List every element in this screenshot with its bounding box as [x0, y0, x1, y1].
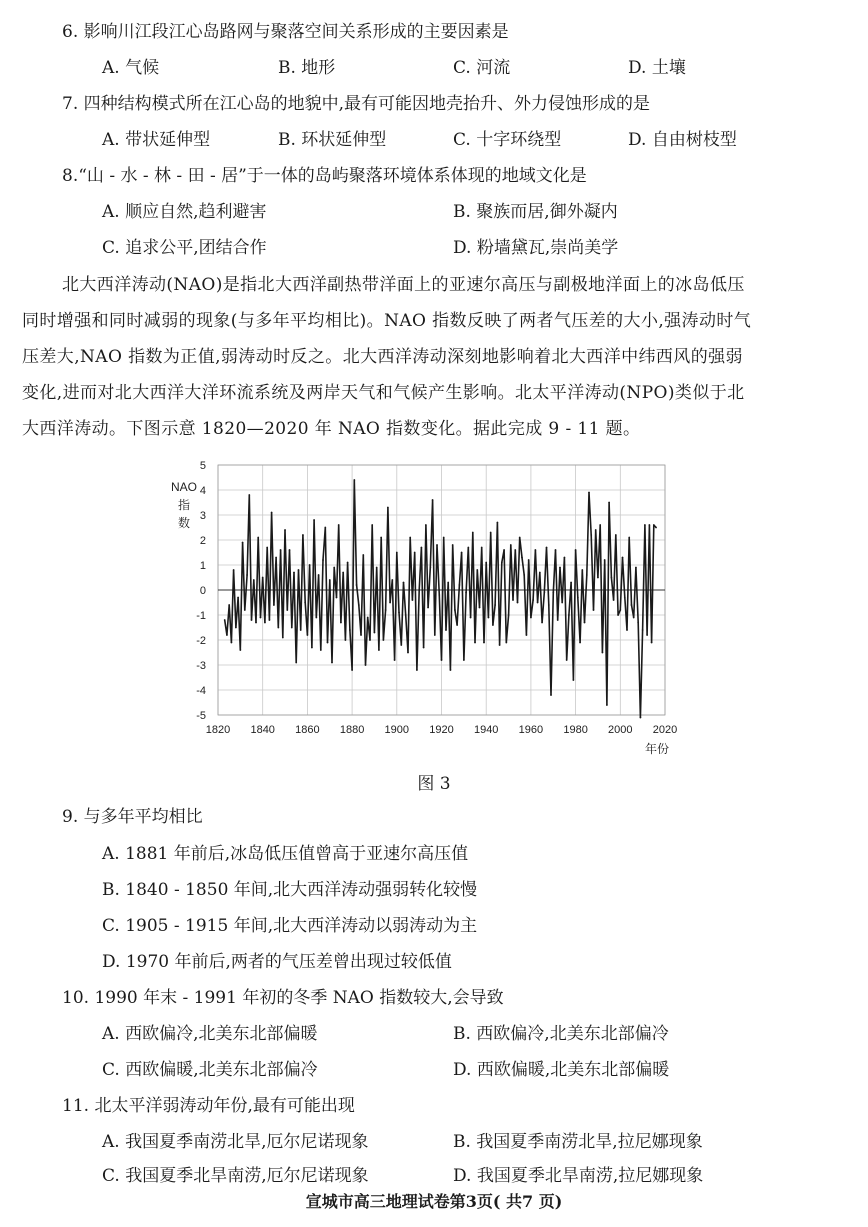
nao-data-point: [633, 617, 635, 619]
nao-data-point: [447, 582, 449, 584]
q7-option-d: D. 自由树枝型: [628, 130, 737, 150]
nao-data-point: [581, 569, 583, 571]
nao-data-point: [631, 604, 633, 606]
nao-data-point: [387, 507, 389, 509]
nao-data-point: [282, 637, 284, 639]
nao-data-point: [286, 609, 288, 611]
q9-option-d: D. 1970 年前后,两者的气压差曾出现过较低值: [102, 952, 452, 972]
nao-data-point: [369, 639, 371, 641]
nao-data-point: [610, 577, 612, 579]
nao-data-point: [575, 549, 577, 551]
nao-data-point: [532, 599, 534, 601]
nao-data-point: [418, 589, 420, 591]
nao-data-point: [429, 567, 431, 569]
nao-data-point: [474, 642, 476, 644]
nao-data-point: [481, 547, 483, 549]
nao-data-point: [385, 609, 387, 611]
passage-line: 北大西洋涛动(NAO)是指北大西洋副热带洋面上的亚速尔高压与副极地洋面上的冰岛低压: [62, 275, 745, 295]
nao-data-point: [452, 544, 454, 546]
nao-data-point: [465, 592, 467, 594]
nao-data-point: [420, 547, 422, 549]
nao-data-point: [315, 617, 317, 619]
nao-data-point: [403, 582, 405, 584]
nao-data-point: [651, 642, 653, 644]
nao-data-point: [260, 617, 262, 619]
nao-data-point: [251, 619, 253, 621]
nao-data-point: [512, 599, 514, 601]
nao-data-point: [394, 659, 396, 661]
nao-data-point: [244, 609, 246, 611]
nao-data-point: [615, 534, 617, 536]
nao-data-point: [613, 599, 615, 601]
nao-data-point: [271, 512, 273, 514]
nao-data-point: [648, 524, 650, 526]
nao-data-point: [483, 642, 485, 644]
nao-data-point: [342, 572, 344, 574]
nao-data-point: [434, 634, 436, 636]
q11-option-d: D. 我国夏季北旱南涝,拉尼娜现象: [453, 1166, 704, 1186]
q11-option-c: C. 我国夏季北旱南涝,厄尔尼诺现象: [102, 1166, 369, 1186]
nao-data-point: [329, 579, 331, 581]
nao-data-point: [340, 622, 342, 624]
nao-data-point: [224, 619, 226, 621]
q8-option-c: C. 追求公平,团结合作: [102, 238, 267, 258]
passage-line: 压差大,NAO 指数为正值,弱涛动时反之。北大西洋涛动深刻地影响着北大西洋中纬西风的强弱: [22, 347, 743, 367]
y-tick-label: 5: [199, 460, 206, 472]
x-tick-label: 1940: [473, 724, 499, 736]
nao-data-point: [356, 584, 358, 586]
nao-data-point: [231, 642, 233, 644]
nao-data-point: [624, 597, 626, 599]
nao-data-point: [503, 549, 505, 551]
q10-stem: 10. 1990 年末 - 1991 年初的冬季 NAO 指数较大,会导致: [62, 988, 504, 1008]
nao-data-point: [425, 524, 427, 526]
nao-data-point: [360, 634, 362, 636]
nao-data-point: [637, 622, 639, 624]
nao-data-point: [423, 647, 425, 649]
nao-data-point: [349, 629, 351, 631]
x-tick-label: 1860: [295, 724, 320, 736]
nao-index-chart: [170, 453, 700, 758]
nao-data-point: [617, 614, 619, 616]
nao-data-point: [584, 622, 586, 624]
nao-data-point: [588, 492, 590, 494]
q8-option-a: A. 顺应自然,趋利避害: [102, 202, 267, 222]
nao-data-point: [572, 679, 574, 681]
q6-option-b: B. 地形: [278, 58, 336, 78]
nao-data-point: [304, 602, 306, 604]
nao-data-point: [539, 572, 541, 574]
q6-option-a: A. 气候: [102, 58, 160, 78]
y-tick-label: 1: [199, 560, 206, 572]
nao-data-point: [537, 602, 539, 604]
nao-data-point: [246, 574, 248, 576]
nao-data-point: [362, 554, 364, 556]
page-footer: 宣城市高三地理试卷第3页( 共7 页): [305, 1192, 563, 1211]
nao-data-point: [295, 662, 297, 664]
nao-data-point: [546, 547, 548, 549]
q6-stem: 6. 影响川江段江心岛路网与聚落空间关系形成的主要因素是: [62, 22, 509, 42]
y-axis-label: NAO: [170, 480, 198, 494]
nao-data-point: [351, 669, 353, 671]
nao-data-point: [593, 609, 595, 611]
y-tick-label: 0: [199, 585, 206, 597]
nao-data-point: [273, 604, 275, 606]
q7-option-b: B. 环状延伸型: [278, 130, 387, 150]
nao-data-point: [248, 494, 250, 496]
nao-data-point: [300, 629, 302, 631]
nao-data-point: [237, 597, 239, 599]
nao-data-point: [412, 599, 414, 601]
q9-stem: 9. 与多年平均相比: [62, 807, 203, 827]
q10-option-d: D. 西欧偏暖,北美东北部偏暖: [453, 1060, 670, 1080]
q11-stem: 11. 北太平洋弱涛动年份,最有可能出现: [62, 1096, 355, 1116]
nao-data-point: [257, 537, 259, 539]
x-tick-label: 2020: [652, 724, 678, 736]
nao-data-point: [228, 604, 230, 606]
nao-data-point: [391, 579, 393, 581]
nao-data-point: [358, 604, 360, 606]
nao-data-point: [501, 562, 503, 564]
nao-data-point: [548, 604, 550, 606]
y-axis-label: 数: [177, 516, 191, 530]
nao-data-point: [327, 642, 329, 644]
nao-data-point: [463, 659, 465, 661]
nao-data-point: [313, 519, 315, 521]
nao-data-point: [530, 617, 532, 619]
nao-data-point: [622, 557, 624, 559]
nao-data-point: [642, 629, 644, 631]
nao-data-point: [309, 564, 311, 566]
nao-data-point: [499, 644, 501, 646]
nao-data-point: [602, 652, 604, 654]
nao-data-point: [458, 584, 460, 586]
y-tick-label: -4: [196, 685, 206, 697]
nao-data-point: [568, 614, 570, 616]
nao-data-point: [619, 609, 621, 611]
q11-option-b: B. 我国夏季南涝北旱,拉尼娜现象: [453, 1132, 703, 1152]
x-axis-label: 年份: [644, 742, 670, 756]
nao-data-point: [521, 557, 523, 559]
y-tick-label: -5: [196, 710, 206, 722]
nao-data-point: [443, 537, 445, 539]
nao-data-point: [485, 562, 487, 564]
nao-data-point: [280, 549, 282, 551]
y-tick-label: -1: [196, 610, 206, 622]
nao-data-point: [382, 639, 384, 641]
nao-data-point: [514, 549, 516, 551]
nao-data-point: [467, 547, 469, 549]
nao-data-point: [606, 704, 608, 706]
nao-data-point: [523, 574, 525, 576]
nao-data-point: [570, 582, 572, 584]
nao-data-point: [398, 612, 400, 614]
y-tick-label: 2: [199, 535, 206, 547]
nao-data-point: [505, 642, 507, 644]
nao-data-point: [655, 527, 657, 529]
nao-data-point: [550, 694, 552, 696]
q8-option-b: B. 聚族而居,御外凝内: [453, 202, 618, 222]
nao-data-point: [461, 552, 463, 554]
nao-data-point: [307, 634, 309, 636]
nao-data-point: [488, 617, 490, 619]
nao-data-point: [626, 629, 628, 631]
nao-data-point: [508, 614, 510, 616]
q9-option-b: B. 1840 - 1850 年间,北大西洋涛动强弱转化较慢: [102, 880, 478, 900]
q10-option-a: A. 西欧偏冷,北美东北部偏暖: [102, 1024, 318, 1044]
x-tick-label: 1980: [563, 724, 588, 736]
nao-data-point: [293, 572, 295, 574]
nao-data-point: [494, 604, 496, 606]
nao-data-point: [476, 569, 478, 571]
y-tick-label: -2: [196, 635, 206, 647]
nao-data-point: [320, 649, 322, 651]
q11-option-a: A. 我国夏季南涝北旱,厄尔尼诺现象: [102, 1132, 369, 1152]
y-tick-label: -3: [196, 660, 206, 672]
nao-data-point: [450, 669, 452, 671]
nao-data-point: [595, 529, 597, 531]
passage-line: 同时增强和同时减弱的现象(与多年平均相比)。NAO 指数反映了两者气压差的大小,强涛动时气: [22, 311, 752, 331]
nao-data-point: [311, 647, 313, 649]
nao-data-point: [599, 524, 601, 526]
nao-data-point: [289, 549, 291, 551]
nao-data-point: [275, 557, 277, 559]
nao-data-point: [338, 524, 340, 526]
q9-option-a: A. 1881 年前后,冰岛低压值曾高于亚速尔高压值: [102, 844, 469, 864]
nao-data-point: [579, 642, 581, 644]
q7-option-c: C. 十字环绕型: [453, 130, 562, 150]
nao-data-point: [298, 569, 300, 571]
nao-data-point: [608, 502, 610, 504]
nao-data-point: [414, 552, 416, 554]
nao-data-point: [490, 532, 492, 534]
x-tick-label: 2000: [608, 724, 633, 736]
nao-data-point: [333, 567, 335, 569]
q10-option-c: C. 西欧偏暖,北美东北部偏冷: [102, 1060, 318, 1080]
nao-data-point: [407, 652, 409, 654]
figure-caption: 图 3: [417, 774, 451, 794]
nao-data-point: [644, 524, 646, 526]
nao-data-point: [534, 549, 536, 551]
x-tick-label: 1900: [384, 724, 410, 736]
q9-option-c: C. 1905 - 1915 年间,北大西洋涛动以弱涛动为主: [102, 916, 478, 936]
nao-data-point: [640, 717, 642, 719]
nao-data-point: [253, 579, 255, 581]
nao-data-point: [239, 649, 241, 651]
nao-data-point: [552, 592, 554, 594]
q6-option-c: C. 河流: [453, 58, 511, 78]
nao-data-point: [577, 597, 579, 599]
q8-stem: 8.“山 - 水 - 林 - 田 - 居”于一体的岛屿聚落环境体系体现的地域文化是: [62, 166, 587, 186]
nao-data-point: [242, 542, 244, 544]
nao-data-point: [586, 574, 588, 576]
q8-option-d: D. 粉墙黛瓦,崇尚美学: [453, 238, 619, 258]
nao-data-point: [492, 624, 494, 626]
nao-data-point: [597, 577, 599, 579]
nao-data-point: [653, 524, 655, 526]
nao-data-point: [389, 602, 391, 604]
nao-data-point: [284, 529, 286, 531]
x-tick-label: 1960: [518, 724, 544, 736]
nao-data-point: [526, 634, 528, 636]
y-axis-label: 指: [177, 498, 191, 512]
nao-data-point: [365, 664, 367, 666]
nao-chart-svg: [170, 453, 700, 758]
nao-data-point: [528, 559, 530, 561]
nao-data-point: [344, 639, 346, 641]
nao-data-point: [233, 569, 235, 571]
nao-data-point: [510, 544, 512, 546]
nao-data-point: [470, 617, 472, 619]
passage-line: 变化,进而对北大西洋大洋环流系统及两岸天气和气候产生影响。北太平洋涛动(NPO)类似于北: [22, 383, 745, 403]
nao-data-point: [235, 627, 237, 629]
nao-data-point: [635, 567, 637, 569]
nao-series-line: [225, 480, 656, 718]
nao-data-point: [380, 537, 382, 539]
nao-data-point: [479, 607, 481, 609]
nao-data-point: [400, 644, 402, 646]
nao-data-point: [445, 629, 447, 631]
nao-data-point: [336, 597, 338, 599]
nao-data-point: [519, 537, 521, 539]
nao-data-point: [517, 602, 519, 604]
nao-data-point: [604, 559, 606, 561]
x-tick-label: 1880: [339, 724, 365, 736]
nao-data-point: [318, 574, 320, 576]
nao-data-point: [396, 552, 398, 554]
nao-data-point: [472, 532, 474, 534]
nao-data-point: [378, 649, 380, 651]
nao-data-point: [561, 602, 563, 604]
nao-data-point: [226, 634, 228, 636]
nao-data-point: [432, 499, 434, 501]
nao-data-point: [322, 559, 324, 561]
nao-data-point: [255, 622, 257, 624]
x-tick-label: 1840: [250, 724, 275, 736]
nao-data-point: [557, 619, 559, 621]
nao-data-point: [441, 659, 443, 661]
nao-data-point: [456, 624, 458, 626]
nao-data-point: [405, 614, 407, 616]
nao-data-point: [559, 567, 561, 569]
x-tick-label: 1920: [429, 724, 454, 736]
nao-data-point: [291, 627, 293, 629]
q7-option-a: A. 带状延伸型: [102, 130, 211, 150]
passage-line: 大西洋涛动。下图示意 1820—2020 年 NAO 指数变化。据此完成 9 - 11 题。: [22, 419, 641, 439]
nao-data-point: [590, 534, 592, 536]
nao-data-point: [541, 622, 543, 624]
y-tick-label: 3: [199, 510, 206, 522]
nao-data-point: [347, 562, 349, 564]
nao-data-point: [331, 662, 333, 664]
nao-data-point: [566, 659, 568, 661]
nao-data-point: [262, 577, 264, 579]
nao-data-point: [427, 607, 429, 609]
nao-data-point: [409, 537, 411, 539]
q7-stem: 7. 四种结构模式所在江心岛的地貌中,最有可能因地壳抬升、外力侵蚀形成的是: [62, 94, 651, 114]
nao-data-point: [269, 619, 271, 621]
nao-data-point: [646, 634, 648, 636]
nao-data-point: [555, 549, 557, 551]
q6-option-d: D. 土壤: [628, 58, 686, 78]
nao-data-point: [277, 627, 279, 629]
nao-data-point: [324, 527, 326, 529]
nao-data-point: [564, 557, 566, 559]
nao-data-point: [543, 592, 545, 594]
nao-data-point: [376, 567, 378, 569]
nao-data-point: [438, 594, 440, 596]
nao-data-point: [367, 617, 369, 619]
y-tick-label: 4: [199, 485, 206, 497]
nao-data-point: [436, 544, 438, 546]
nao-data-point: [302, 534, 304, 536]
nao-data-point: [454, 609, 456, 611]
nao-data-point: [266, 547, 268, 549]
nao-data-point: [371, 524, 373, 526]
nao-data-point: [628, 537, 630, 539]
x-tick-label: 1820: [205, 724, 231, 736]
nao-data-point: [264, 622, 266, 624]
nao-data-point: [374, 632, 376, 634]
nao-data-point: [496, 522, 498, 524]
nao-data-point: [416, 669, 418, 671]
q10-option-b: B. 西欧偏冷,北美东北部偏冷: [453, 1024, 669, 1044]
nao-data-point: [353, 479, 355, 481]
